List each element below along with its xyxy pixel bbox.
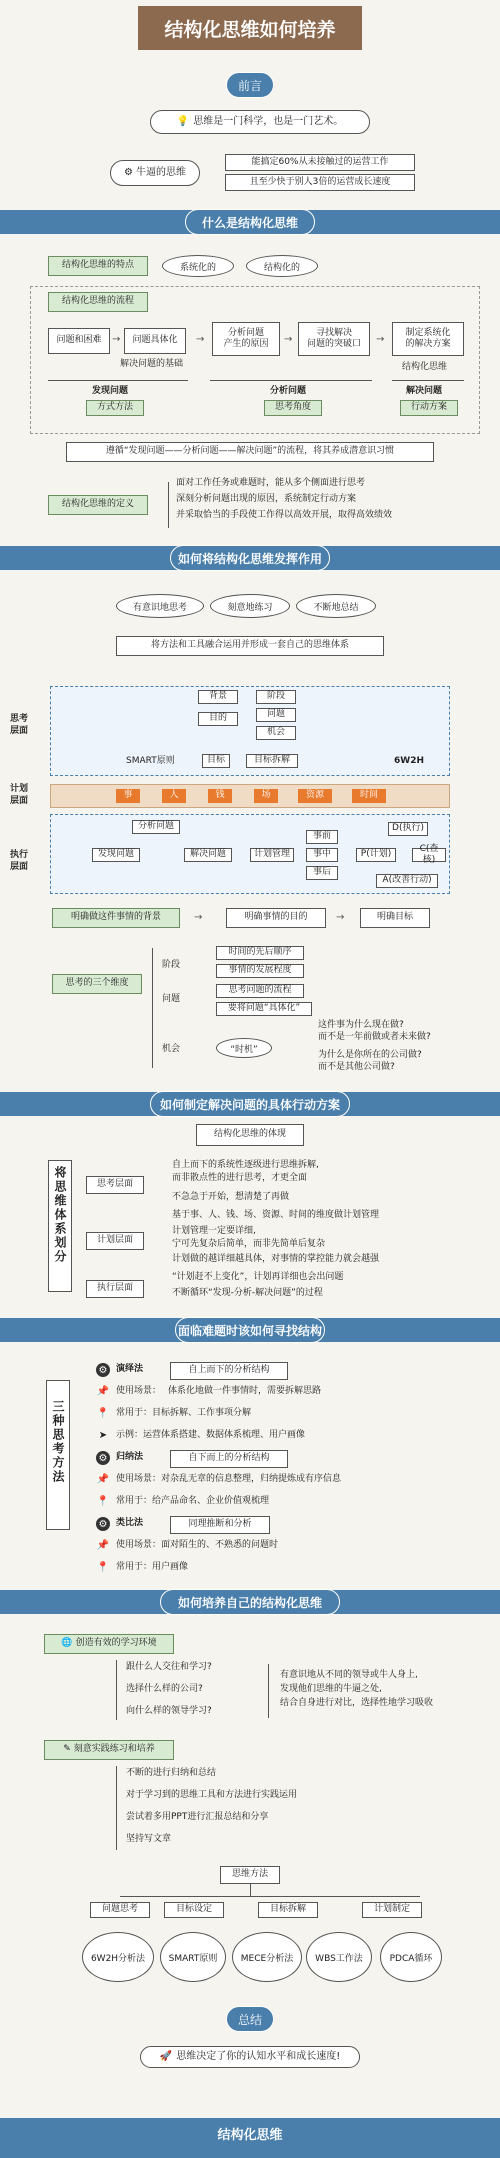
bg-step-3: 明确目标: [360, 908, 430, 928]
layer-exec: 执行 层面: [10, 850, 29, 872]
level-1-name: 思考层面: [86, 1176, 144, 1194]
group-sub-1: 方式方法: [86, 400, 144, 416]
flow-step-1: 问题和困难: [48, 328, 110, 354]
bg-step-2: 明确事情的目的: [226, 908, 326, 928]
awesome-label: 牛逼的思维: [135, 166, 186, 178]
arrow-right-icon: →: [376, 334, 385, 345]
section-structure-label: 面临难题时该如何寻找结构: [175, 1317, 325, 1343]
arrow-right-icon: →: [336, 912, 345, 923]
method-2-scene: 使用场景：对杂乱无章的信息整理，归纳提炼成有序信息: [116, 1474, 342, 1484]
tool-3: MECE分析法: [232, 1932, 302, 1982]
flow-step-3: 分析问题 产生的原因: [212, 322, 280, 356]
methods-label: 思维方法: [220, 1866, 280, 1884]
pushpin-icon: 📍: [96, 1407, 110, 1419]
level-2-name: 计划层面: [86, 1232, 144, 1250]
section-plan-label: 如何制定解决问题的具体行动方案: [150, 1091, 350, 1117]
think-node-2: 问题: [256, 708, 296, 722]
think-left-1: 背景: [198, 690, 238, 704]
pin-icon: 📌: [96, 1473, 110, 1485]
method-cat-3: 目标拆解: [258, 1902, 318, 1918]
level-1-line-1: 自上而下的系统性逐级进行思维拆解,: [172, 1160, 319, 1170]
habit-1: 有意识地思考: [116, 594, 204, 618]
user-icon: ⚙: [124, 166, 133, 178]
section-apply-label: 如何将结构化思维发挥作用: [170, 545, 330, 571]
awesome-point-1: 能搞定60%从未接触过的运营工作: [225, 154, 415, 171]
exec-find: 发现问题: [92, 848, 140, 862]
group-title-3: 解决问题: [406, 386, 443, 396]
exec-analyze: 分析问题: [132, 820, 180, 834]
method-2-use: 常用于：给产品命名、企业价值观梳理: [116, 1496, 270, 1506]
env-label: 创造有效的学习环境: [75, 1638, 157, 1649]
method-cat-1: 问题思考: [90, 1902, 150, 1918]
rocket-icon: 🚀: [159, 2050, 173, 2062]
method-3-use: 常用于：用户画像: [116, 1562, 189, 1572]
resource-1: 事: [116, 789, 140, 803]
practice-1: 不断的进行归纳和总结: [126, 1768, 217, 1778]
def-label: 结构化思维的定义: [48, 495, 148, 515]
awesome-label-box: [110, 160, 200, 186]
group-sub-2: 思考角度: [264, 400, 322, 416]
dim-bracket: [152, 948, 153, 1068]
feature-1: 系统化的: [162, 255, 234, 277]
practice-3: 尝试着多用PPT进行汇报总结和分享: [126, 1812, 269, 1822]
resource-5: 资源: [298, 789, 332, 803]
method-2-desc: 自下而上的分析结构: [170, 1450, 288, 1468]
def-line-3: 并采取恰当的手段使工作得以高效开展，取得高效绩效: [176, 510, 393, 520]
features-label: 结构化思维的特点: [48, 256, 148, 276]
pdca-d: D(执行): [388, 822, 428, 836]
preface-label: 前言: [226, 72, 274, 98]
level-2-line-3: 宁可先复杂后简单，而非先简单后复杂: [172, 1239, 326, 1249]
dim-1-item-2: 事情的发展程度: [216, 964, 304, 978]
send-icon: ➤: [98, 1429, 108, 1441]
method-1-example: 示例：运营体系搭建、数据体系梳理、用户画像: [116, 1430, 306, 1440]
group-sub-3: 行动方案: [400, 400, 458, 416]
resources-band: [50, 784, 450, 808]
env-note-1: 有意识地从不同的领导或牛人身上,: [280, 1670, 418, 1680]
w2h-label: 6W2H: [394, 756, 424, 766]
tool-2: SMART原则: [160, 1932, 226, 1982]
env-note-2: 发现他们思维的牛逼之处,: [280, 1684, 382, 1694]
pdca-c: C(查核): [412, 848, 446, 862]
method-1-scene: 体系化地做一件事情时，需要拆解思路: [168, 1386, 322, 1396]
flow-step-4: 寻找解决 问题的突破口: [298, 322, 370, 356]
arrow-right-icon: →: [284, 334, 293, 345]
plan-side: 将思维体系划分: [53, 1166, 67, 1264]
tool-5: PDCA循环: [380, 1932, 442, 1982]
env-q-2: 选择什么样的公司?: [126, 1684, 203, 1694]
group-bracket-2: [210, 380, 372, 381]
think-node-3: 机会: [256, 726, 296, 740]
lightbulb-icon: 💡: [176, 115, 190, 127]
pushpin-icon: 📍: [96, 1561, 110, 1573]
goal-split-box: 目标拆解: [246, 754, 298, 768]
smart-label: SMART原则: [126, 756, 175, 766]
exec-solve: 解决问题: [184, 848, 232, 862]
resource-2: 人: [162, 789, 186, 803]
footer-text: 结构化思维: [217, 2128, 283, 2143]
summary-label: 总结: [226, 2006, 274, 2032]
pencil-icon: ✎: [63, 1744, 71, 1755]
group-bracket-3: [392, 380, 464, 381]
env-label-box: [44, 1634, 174, 1654]
goal-box: 目标: [202, 754, 230, 768]
methods-bar: [120, 1896, 420, 1897]
level-1-line-2: 而非散点性的进行思考，才更全面: [172, 1173, 308, 1183]
level-3-line-1: “计划赶不上变化”，计划再详细也会出问题: [172, 1272, 344, 1282]
method-3-scene: 使用场景：面对陌生的、不熟悉的问题时: [116, 1540, 279, 1550]
exec-item-3: 事后: [306, 866, 338, 880]
chance-q-4: 而不是其他公司做?: [318, 1062, 395, 1072]
practice-label: 刻意实践练习和培养: [73, 1744, 155, 1755]
def-bracket: [168, 482, 169, 528]
practice-4: 坚持写文章: [126, 1834, 172, 1844]
follow-text: 遵循“发现问题——分析问题——解决问题”的流程，将其养成潜意识习惯: [66, 442, 434, 462]
dim-2-item-1: 思考问题的流程: [216, 984, 304, 998]
flow-step-2: 问题具体化: [124, 328, 186, 354]
practice-label-box: [44, 1740, 174, 1760]
pdca-a: A(改善行动): [376, 874, 438, 888]
layer-think: 思考 层面: [10, 714, 29, 736]
summary-text: 思维决定了你的认知水平和成长速度!: [176, 2050, 341, 2062]
dim-2-item-2: 要将问题“具体化”: [216, 1002, 312, 1016]
bg-step-1: 明确做这件事情的背景: [52, 908, 180, 928]
dim-name-1: 阶段: [162, 960, 181, 970]
think-node-1: 阶段: [256, 690, 296, 704]
def-line-2: 深刻分析问题出现的原因，系统制定行动方案: [176, 494, 357, 504]
feature-2: 结构化的: [246, 255, 318, 277]
level-2-line-1: 基于事、人、钱、场、资源、时间的维度做计划管理: [172, 1210, 380, 1220]
level-3-name: 执行层面: [86, 1280, 144, 1298]
resource-6: 时间: [352, 789, 386, 803]
flow-sub: 解决问题的基础: [120, 359, 184, 369]
section-what-label: 什么是结构化思维: [185, 209, 315, 235]
gear-icon: ⚙: [96, 1363, 110, 1377]
chance-q-2: 而不是一年前做或者未来做?: [318, 1032, 431, 1042]
method-cat-2: 目标设定: [164, 1902, 224, 1918]
methods-stem: [250, 1884, 251, 1896]
pin-icon: 📌: [96, 1539, 110, 1551]
env-q-3: 向什么样的领导学习?: [126, 1706, 212, 1716]
env-q-1: 跟什么人交往和学习?: [126, 1662, 212, 1672]
globe-icon: 🌐: [61, 1638, 73, 1649]
exec-plan-mgmt: 计划管理: [250, 848, 294, 862]
quote-box: [150, 110, 370, 134]
gear-icon: ⚙: [96, 1451, 110, 1465]
gear-icon: ⚙: [96, 1517, 110, 1531]
method-1-scene-label: 使用场景：: [116, 1386, 162, 1396]
level-1-line-3: 不急急于开始，想清楚了再做: [172, 1192, 290, 1202]
practice-2: 对于学习到的思维工具和方法进行实践运用: [126, 1790, 298, 1800]
level-3-line-2: 不断循环“发现-分析-解决问题”的过程: [172, 1288, 323, 1298]
level-2-line-2: 计划管理一定要详细,: [172, 1226, 256, 1236]
pushpin-icon: 📍: [96, 1495, 110, 1507]
group-title-2: 分析问题: [270, 386, 307, 396]
level-2-line-4: 计划做的越详细越具体，对事情的掌控能力就会越强: [172, 1254, 380, 1264]
flow-step-5: 制定系统化 的解决方案: [392, 322, 464, 356]
pdca-p: P(计划): [356, 848, 396, 862]
chance-q-1: 这件事为什么现在做?: [318, 1020, 404, 1030]
resource-3: 钱: [208, 789, 232, 803]
tool-1: 6W2H分析法: [82, 1932, 154, 1982]
method-1-use: 常用于：目标拆解、工作事项分解: [116, 1408, 252, 1418]
method-3-name: 类比法: [116, 1518, 144, 1528]
pin-icon: 📌: [96, 1385, 110, 1397]
flow-right-label: 结构化思维: [402, 362, 448, 372]
exec-item-1: 事前: [306, 830, 338, 844]
section-cultivate-label: 如何培养自己的结构化思维: [160, 1589, 340, 1615]
plan-reflect: 结构化思维的体现: [196, 1124, 304, 1146]
system-text: 将方法和工具融合运用并形成一套自己的思维体系: [116, 636, 384, 656]
exec-item-2: 事中: [306, 848, 338, 862]
dim-3-item-1: “时机”: [216, 1038, 272, 1058]
structure-side: 三种思考方法: [51, 1400, 65, 1484]
env-bracket: [116, 1660, 117, 1720]
arrow-right-icon: →: [194, 912, 203, 923]
dim-1-item-1: 时间的先后顺序: [216, 946, 304, 960]
env-note-3: 结合自身进行对比，选择性地学习吸收: [280, 1698, 434, 1708]
chance-q-3: 为什么是你所在的公司做?: [318, 1050, 422, 1060]
quote-text: 思维是一门科学，也是一门艺术。: [193, 115, 344, 127]
dim-name-2: 问题: [162, 994, 181, 1004]
summary-box: [140, 2046, 360, 2068]
flow-label: 结构化思维的流程: [48, 292, 148, 312]
dim-label: 思考的三个维度: [52, 974, 142, 994]
arrow-right-icon: →: [196, 334, 205, 345]
method-cat-4: 计划制定: [362, 1902, 422, 1918]
tool-4: WBS工作法: [306, 1932, 372, 1982]
resource-4: 场: [254, 789, 278, 803]
habit-3: 不断地总结: [296, 594, 376, 618]
dim-name-3: 机会: [162, 1044, 181, 1054]
method-1-desc: 自上而下的分析结构: [170, 1362, 288, 1380]
method-1-name: 演绎法: [116, 1364, 144, 1374]
group-title-1: 发现问题: [92, 386, 129, 396]
page-title: 结构化思维如何培养: [138, 6, 362, 50]
think-left-2: 目的: [198, 712, 238, 726]
method-2-name: 归纳法: [116, 1452, 144, 1462]
def-line-1: 面对工作任务或难题时，能从多个侧面进行思考: [176, 478, 366, 488]
habit-2: 刻意地练习: [210, 594, 290, 618]
env-note-bracket: [268, 1664, 269, 1718]
practice-bracket: [116, 1766, 117, 1850]
arrow-right-icon: →: [112, 334, 121, 345]
layer-plan: 计划 层面: [10, 784, 29, 806]
awesome-point-2: 且至少快于别人3倍的运营成长速度: [225, 174, 415, 191]
method-3-desc: 同理推断和分析: [170, 1516, 270, 1534]
group-bracket-1: [48, 380, 188, 381]
